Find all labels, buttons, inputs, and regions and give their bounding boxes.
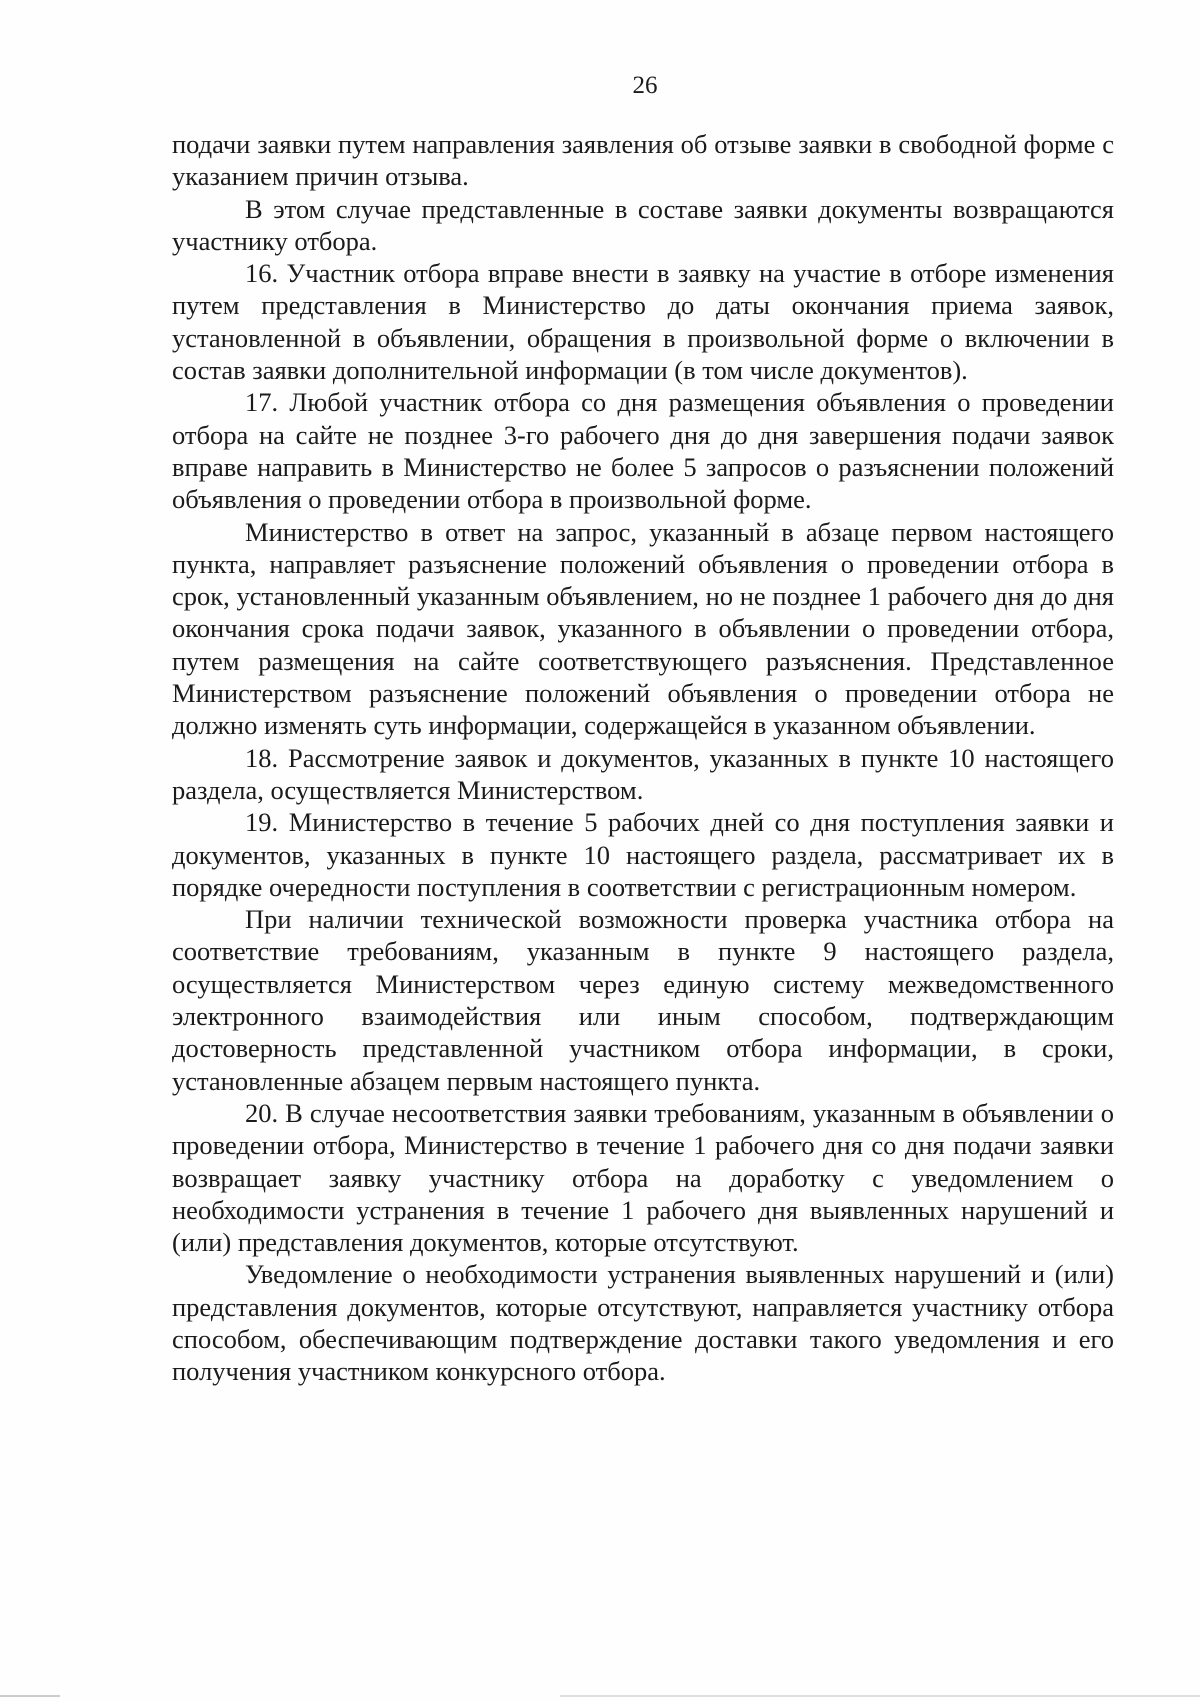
paragraph: Министерство в ответ на запрос, указанный в абзаце первом настоящего пункта, направляет разъяснение положений объявления о проведении отбора в срок, установленный указанным объявлением, но не позднее 1 рабочего дня до дня окончания срока подачи заявок, указанного в объявлении о проведении отбора, путем размещения на сайте соответствующего разъяснения. Представленное Министерством разъяснение положений объявления о проведении отбора не должно изменять суть информации, содержащейся в указанном объявлении.	[172, 516, 1114, 741]
paragraph-item-20: 20. В случае несоответствия заявки требованиям, указанным в объявлении о проведении отбора, Министерство в течение 1 рабочего дня со дня подачи заявки возвращает заявку участнику отбора на доработку с уведомлением о необходимости устранения в течение 1 рабочего дня выявленных нарушений и (или) представления документов, которые отсутствуют.	[172, 1097, 1114, 1258]
paragraph-continuation: подачи заявки путем направления заявления об отзыве заявки в свободной форме с указанием причин отзыва.	[172, 129, 1114, 192]
paragraph-item-18: 18. Рассмотрение заявок и документов, указанных в пункте 10 настоящего раздела, осуществляется Министерством.	[172, 742, 1114, 805]
paragraph-item-19: 19. Министерство в течение 5 рабочих дней со дня поступления заявки и документов, указанных в пункте 10 настоящего раздела, рассматривает их в порядке очередности поступления в соответствии с регистрационным номером.	[172, 807, 1114, 902]
document-body	[172, 128, 1114, 1388]
paragraph: Уведомление о необходимости устранения выявленных нарушений и (или) представления документов, которые отсутствуют, направляется участнику отбора способом, обеспечивающим подтверждение доставки такого уведомления и его получения участником конкурсного отбора.	[172, 1259, 1114, 1387]
scan-edge-line	[0, 1695, 1200, 1697]
paragraph-item-17: 17. Любой участник отбора со дня размещения объявления о проведении отбора на сайте не позднее 3-го рабочего дня до дня завершения подачи заявок вправе направить в Министерство не более 5 запросов о разъяснении положений объявления о проведении отбора в произвольной форме.	[172, 387, 1114, 515]
paragraph: При наличии технической возможности проверка участника отбора на соответствие требованиям, указанным в пункте 9 настоящего раздела, осуществляется Министерством через единую систему межведомственного электронного взаимодействия или иным способом, подтверждающим достоверность представленной участником отбора информации, в сроки, установленные абзацем первым настоящего пункта.	[172, 904, 1114, 1096]
paragraph-item-16: 16. Участник отбора вправе внести в заявку на участие в отборе изменения путем представления в Министерство до даты окончания приема заявок, установленной в объявлении, обращения в произвольной форме о включении в состав заявки дополнительной информации (в том числе документов).	[172, 258, 1114, 386]
page-number: 26	[632, 72, 658, 99]
paragraph: В этом случае представленные в составе заявки документы возвращаются участнику отбора.	[172, 193, 1114, 256]
